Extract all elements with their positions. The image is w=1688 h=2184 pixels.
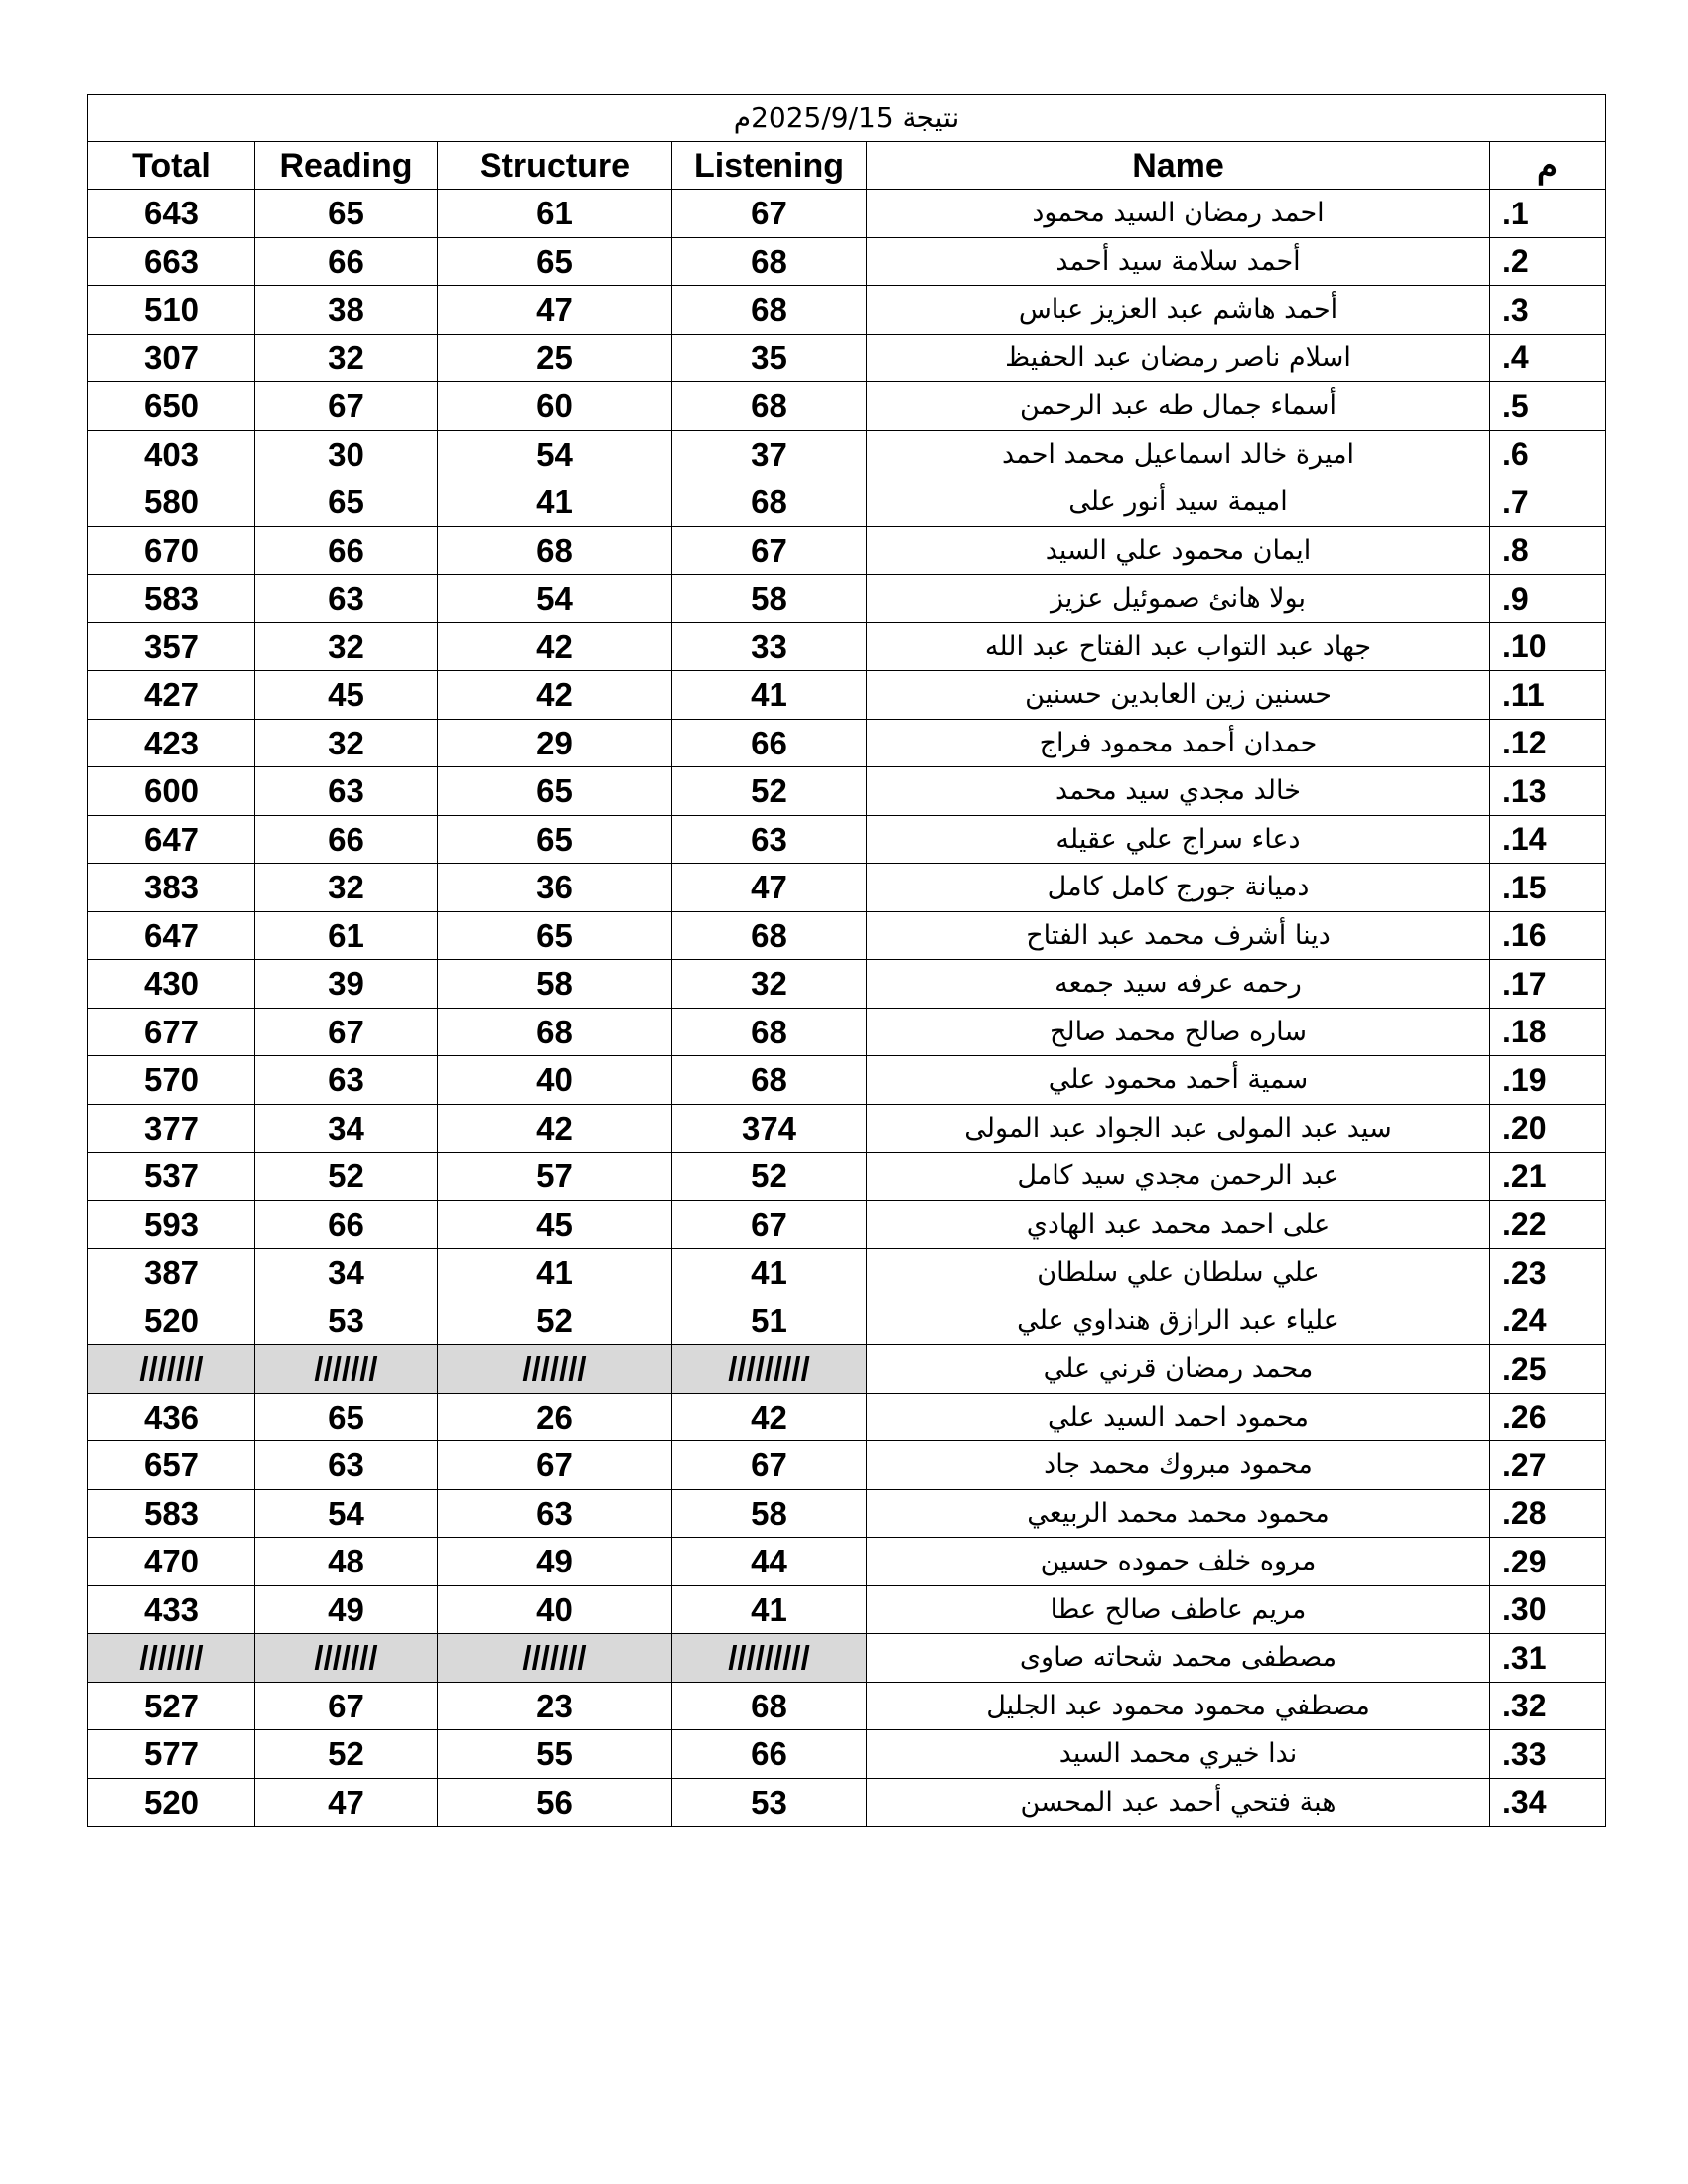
total-cell: 593 <box>88 1200 255 1249</box>
reading-cell: 32 <box>255 719 438 767</box>
total-cell: 647 <box>88 911 255 960</box>
table-row <box>88 1393 1606 1441</box>
reading-cell: 48 <box>255 1538 438 1586</box>
student-name-cell: بولا هانئ صموئيل عزيز <box>867 575 1490 623</box>
structure-cell: /////// <box>438 1345 672 1394</box>
listening-cell: 68 <box>672 1008 867 1056</box>
header-index: م <box>1490 142 1606 190</box>
table-row <box>88 767 1606 816</box>
listening-cell: 37 <box>672 430 867 478</box>
listening-cell: 33 <box>672 622 867 671</box>
header-total: Total <box>88 142 255 190</box>
reading-cell: 66 <box>255 526 438 575</box>
listening-cell: 58 <box>672 575 867 623</box>
structure-cell: 68 <box>438 1008 672 1056</box>
row-index-cell: .5 <box>1490 382 1606 431</box>
results-body <box>88 190 1606 1827</box>
total-cell: 520 <box>88 1778 255 1827</box>
total-cell: 527 <box>88 1682 255 1730</box>
structure-cell: 25 <box>438 334 672 382</box>
listening-cell: 68 <box>672 1682 867 1730</box>
listening-cell: 68 <box>672 478 867 527</box>
reading-cell: 30 <box>255 430 438 478</box>
reading-cell: 49 <box>255 1585 438 1634</box>
listening-cell: 68 <box>672 911 867 960</box>
listening-cell: 41 <box>672 1249 867 1297</box>
row-index-cell: .3 <box>1490 286 1606 335</box>
student-name-cell: هبة فتحي أحمد عبد المحسن <box>867 1778 1490 1827</box>
row-index-cell: .21 <box>1490 1153 1606 1201</box>
student-name-cell: محمود محمد محمد الربيعي <box>867 1489 1490 1538</box>
row-index-cell: .32 <box>1490 1682 1606 1730</box>
row-index-cell: .18 <box>1490 1008 1606 1056</box>
structure-cell: 41 <box>438 1249 672 1297</box>
student-name-cell: سيد عبد المولى عبد الجواد عبد المولى <box>867 1104 1490 1153</box>
structure-cell: 54 <box>438 575 672 623</box>
reading-cell: /////// <box>255 1634 438 1683</box>
student-name-cell: مروه خلف حموده حسين <box>867 1538 1490 1586</box>
structure-cell: 40 <box>438 1585 672 1634</box>
header-row <box>88 142 1606 190</box>
table-row <box>88 1297 1606 1345</box>
reading-cell: 67 <box>255 1682 438 1730</box>
reading-cell: 63 <box>255 575 438 623</box>
table-row <box>88 1056 1606 1105</box>
structure-cell: 58 <box>438 960 672 1009</box>
structure-cell: 23 <box>438 1682 672 1730</box>
listening-cell: 374 <box>672 1104 867 1153</box>
table-row <box>88 911 1606 960</box>
table-row <box>88 382 1606 431</box>
structure-cell: 61 <box>438 190 672 238</box>
reading-cell: 32 <box>255 864 438 912</box>
listening-cell: 41 <box>672 671 867 720</box>
table-row <box>88 334 1606 382</box>
structure-cell: 56 <box>438 1778 672 1827</box>
student-name-cell: ايمان محمود علي السيد <box>867 526 1490 575</box>
total-cell: 643 <box>88 190 255 238</box>
page-title: نتيجة 2025/9/15م <box>88 95 1606 142</box>
total-cell: 423 <box>88 719 255 767</box>
total-cell: 577 <box>88 1730 255 1779</box>
total-cell: 510 <box>88 286 255 335</box>
total-cell: 427 <box>88 671 255 720</box>
total-cell: 670 <box>88 526 255 575</box>
listening-cell: 58 <box>672 1489 867 1538</box>
listening-cell: 66 <box>672 719 867 767</box>
table-row <box>88 815 1606 864</box>
reading-cell: 66 <box>255 1200 438 1249</box>
table-row <box>88 1682 1606 1730</box>
table-row <box>88 1538 1606 1586</box>
listening-cell: 63 <box>672 815 867 864</box>
table-row <box>88 1008 1606 1056</box>
student-name-cell: دميانة جورج كامل كامل <box>867 864 1490 912</box>
reading-cell: 67 <box>255 382 438 431</box>
student-name-cell: محمود احمد السيد علي <box>867 1393 1490 1441</box>
total-cell: /////// <box>88 1345 255 1394</box>
student-name-cell: مصطفي محمود محمود عبد الجليل <box>867 1682 1490 1730</box>
table-row <box>88 1634 1606 1683</box>
row-index-cell: .13 <box>1490 767 1606 816</box>
reading-cell: 45 <box>255 671 438 720</box>
table-row <box>88 1104 1606 1153</box>
student-name-cell: أسماء جمال طه عبد الرحمن <box>867 382 1490 431</box>
row-index-cell: .10 <box>1490 622 1606 671</box>
student-name-cell: علي سلطان علي سلطان <box>867 1249 1490 1297</box>
row-index-cell: .6 <box>1490 430 1606 478</box>
structure-cell: 68 <box>438 526 672 575</box>
reading-cell: 65 <box>255 190 438 238</box>
structure-cell: 65 <box>438 767 672 816</box>
row-index-cell: .29 <box>1490 1538 1606 1586</box>
total-cell: 583 <box>88 1489 255 1538</box>
table-row <box>88 1441 1606 1490</box>
total-cell: 583 <box>88 575 255 623</box>
row-index-cell: .15 <box>1490 864 1606 912</box>
table-row <box>88 1778 1606 1827</box>
row-index-cell: .20 <box>1490 1104 1606 1153</box>
listening-cell: 68 <box>672 382 867 431</box>
total-cell: /////// <box>88 1634 255 1683</box>
reading-cell: 32 <box>255 334 438 382</box>
structure-cell: 60 <box>438 382 672 431</box>
table-row <box>88 1489 1606 1538</box>
structure-cell: 55 <box>438 1730 672 1779</box>
row-index-cell: .8 <box>1490 526 1606 575</box>
total-cell: 357 <box>88 622 255 671</box>
student-name-cell: علياء عبد الرازق هنداوي علي <box>867 1297 1490 1345</box>
structure-cell: 41 <box>438 478 672 527</box>
header-reading: Reading <box>255 142 438 190</box>
reading-cell: 66 <box>255 237 438 286</box>
listening-cell: 47 <box>672 864 867 912</box>
table-row <box>88 1153 1606 1201</box>
reading-cell: 61 <box>255 911 438 960</box>
student-name-cell: اميمة سيد أنور على <box>867 478 1490 527</box>
row-index-cell: .23 <box>1490 1249 1606 1297</box>
total-cell: 403 <box>88 430 255 478</box>
title-row <box>88 95 1606 142</box>
structure-cell: /////// <box>438 1634 672 1683</box>
listening-cell: 35 <box>672 334 867 382</box>
total-cell: 580 <box>88 478 255 527</box>
structure-cell: 54 <box>438 430 672 478</box>
results-table <box>87 94 1606 1827</box>
student-name-cell: ندا خيري محمد السيد <box>867 1730 1490 1779</box>
structure-cell: 26 <box>438 1393 672 1441</box>
row-index-cell: .34 <box>1490 1778 1606 1827</box>
total-cell: 377 <box>88 1104 255 1153</box>
listening-cell: 44 <box>672 1538 867 1586</box>
table-row <box>88 1730 1606 1779</box>
structure-cell: 63 <box>438 1489 672 1538</box>
table-row <box>88 719 1606 767</box>
total-cell: 387 <box>88 1249 255 1297</box>
row-index-cell: .4 <box>1490 334 1606 382</box>
reading-cell: 52 <box>255 1730 438 1779</box>
table-row <box>88 622 1606 671</box>
row-index-cell: .30 <box>1490 1585 1606 1634</box>
student-name-cell: حسنين زين العابدين حسنين <box>867 671 1490 720</box>
total-cell: 650 <box>88 382 255 431</box>
row-index-cell: .14 <box>1490 815 1606 864</box>
header-structure: Structure <box>438 142 672 190</box>
table-row <box>88 478 1606 527</box>
total-cell: 647 <box>88 815 255 864</box>
total-cell: 470 <box>88 1538 255 1586</box>
listening-cell: 68 <box>672 237 867 286</box>
listening-cell: ///////// <box>672 1634 867 1683</box>
table-row <box>88 960 1606 1009</box>
reading-cell: /////// <box>255 1345 438 1394</box>
listening-cell: 67 <box>672 190 867 238</box>
reading-cell: 65 <box>255 1393 438 1441</box>
reading-cell: 63 <box>255 1441 438 1490</box>
reading-cell: 63 <box>255 1056 438 1105</box>
table-row <box>88 1345 1606 1394</box>
listening-cell: 67 <box>672 526 867 575</box>
table-row <box>88 575 1606 623</box>
student-name-cell: على احمد محمد عبد الهادي <box>867 1200 1490 1249</box>
student-name-cell: رحمه عرفه سيد جمعه <box>867 960 1490 1009</box>
row-index-cell: .2 <box>1490 237 1606 286</box>
student-name-cell: جهاد عبد التواب عبد الفتاح عبد الله <box>867 622 1490 671</box>
table-row <box>88 1585 1606 1634</box>
total-cell: 657 <box>88 1441 255 1490</box>
total-cell: 307 <box>88 334 255 382</box>
row-index-cell: .33 <box>1490 1730 1606 1779</box>
reading-cell: 32 <box>255 622 438 671</box>
student-name-cell: مريم عاطف صالح عطا <box>867 1585 1490 1634</box>
total-cell: 520 <box>88 1297 255 1345</box>
table-row <box>88 430 1606 478</box>
listening-cell: ///////// <box>672 1345 867 1394</box>
reading-cell: 47 <box>255 1778 438 1827</box>
structure-cell: 67 <box>438 1441 672 1490</box>
student-name-cell: احمد رمضان السيد محمود <box>867 190 1490 238</box>
reading-cell: 63 <box>255 767 438 816</box>
total-cell: 570 <box>88 1056 255 1105</box>
row-index-cell: .19 <box>1490 1056 1606 1105</box>
reading-cell: 66 <box>255 815 438 864</box>
listening-cell: 68 <box>672 286 867 335</box>
table-row <box>88 286 1606 335</box>
row-index-cell: .27 <box>1490 1441 1606 1490</box>
table-row <box>88 190 1606 238</box>
listening-cell: 42 <box>672 1393 867 1441</box>
table-row <box>88 671 1606 720</box>
total-cell: 677 <box>88 1008 255 1056</box>
row-index-cell: .7 <box>1490 478 1606 527</box>
reading-cell: 65 <box>255 478 438 527</box>
row-index-cell: .25 <box>1490 1345 1606 1394</box>
header-name: Name <box>867 142 1490 190</box>
listening-cell: 53 <box>672 1778 867 1827</box>
student-name-cell: سمية أحمد محمود علي <box>867 1056 1490 1105</box>
student-name-cell: أحمد هاشم عبد العزيز عباس <box>867 286 1490 335</box>
table-row <box>88 1249 1606 1297</box>
reading-cell: 38 <box>255 286 438 335</box>
table-row <box>88 864 1606 912</box>
row-index-cell: .1 <box>1490 190 1606 238</box>
reading-cell: 53 <box>255 1297 438 1345</box>
table-row <box>88 526 1606 575</box>
listening-cell: 52 <box>672 1153 867 1201</box>
table-row <box>88 1200 1606 1249</box>
structure-cell: 42 <box>438 671 672 720</box>
student-name-cell: دينا أشرف محمد عبد الفتاح <box>867 911 1490 960</box>
listening-cell: 68 <box>672 1056 867 1105</box>
student-name-cell: محمد رمضان قرني علي <box>867 1345 1490 1394</box>
structure-cell: 40 <box>438 1056 672 1105</box>
reading-cell: 67 <box>255 1008 438 1056</box>
row-index-cell: .9 <box>1490 575 1606 623</box>
total-cell: 537 <box>88 1153 255 1201</box>
row-index-cell: .12 <box>1490 719 1606 767</box>
row-index-cell: .17 <box>1490 960 1606 1009</box>
listening-cell: 41 <box>672 1585 867 1634</box>
row-index-cell: .16 <box>1490 911 1606 960</box>
total-cell: 430 <box>88 960 255 1009</box>
listening-cell: 52 <box>672 767 867 816</box>
listening-cell: 51 <box>672 1297 867 1345</box>
header-listening: Listening <box>672 142 867 190</box>
student-name-cell: مصطفى محمد شحاته صاوى <box>867 1634 1490 1683</box>
structure-cell: 42 <box>438 1104 672 1153</box>
listening-cell: 67 <box>672 1200 867 1249</box>
reading-cell: 54 <box>255 1489 438 1538</box>
table-row <box>88 237 1606 286</box>
student-name-cell: اميرة خالد اسماعيل محمد احمد <box>867 430 1490 478</box>
reading-cell: 39 <box>255 960 438 1009</box>
student-name-cell: ساره صالح محمد صالح <box>867 1008 1490 1056</box>
row-index-cell: .31 <box>1490 1634 1606 1683</box>
listening-cell: 66 <box>672 1730 867 1779</box>
structure-cell: 29 <box>438 719 672 767</box>
total-cell: 663 <box>88 237 255 286</box>
total-cell: 383 <box>88 864 255 912</box>
structure-cell: 57 <box>438 1153 672 1201</box>
total-cell: 436 <box>88 1393 255 1441</box>
structure-cell: 36 <box>438 864 672 912</box>
row-index-cell: .24 <box>1490 1297 1606 1345</box>
structure-cell: 42 <box>438 622 672 671</box>
student-name-cell: خالد مجدي سيد محمد <box>867 767 1490 816</box>
row-index-cell: .22 <box>1490 1200 1606 1249</box>
listening-cell: 67 <box>672 1441 867 1490</box>
listening-cell: 32 <box>672 960 867 1009</box>
structure-cell: 65 <box>438 815 672 864</box>
row-index-cell: .11 <box>1490 671 1606 720</box>
student-name-cell: محمود مبروك محمد جاد <box>867 1441 1490 1490</box>
structure-cell: 49 <box>438 1538 672 1586</box>
structure-cell: 52 <box>438 1297 672 1345</box>
total-cell: 433 <box>88 1585 255 1634</box>
student-name-cell: اسلام ناصر رمضان عبد الحفيظ <box>867 334 1490 382</box>
reading-cell: 52 <box>255 1153 438 1201</box>
total-cell: 600 <box>88 767 255 816</box>
student-name-cell: أحمد سلامة سيد أحمد <box>867 237 1490 286</box>
row-index-cell: .26 <box>1490 1393 1606 1441</box>
student-name-cell: دعاء سراج علي عقيله <box>867 815 1490 864</box>
row-index-cell: .28 <box>1490 1489 1606 1538</box>
reading-cell: 34 <box>255 1249 438 1297</box>
structure-cell: 47 <box>438 286 672 335</box>
student-name-cell: عبد الرحمن مجدي سيد كامل <box>867 1153 1490 1201</box>
structure-cell: 65 <box>438 237 672 286</box>
reading-cell: 34 <box>255 1104 438 1153</box>
structure-cell: 45 <box>438 1200 672 1249</box>
structure-cell: 65 <box>438 911 672 960</box>
student-name-cell: حمدان أحمد محمود فراج <box>867 719 1490 767</box>
